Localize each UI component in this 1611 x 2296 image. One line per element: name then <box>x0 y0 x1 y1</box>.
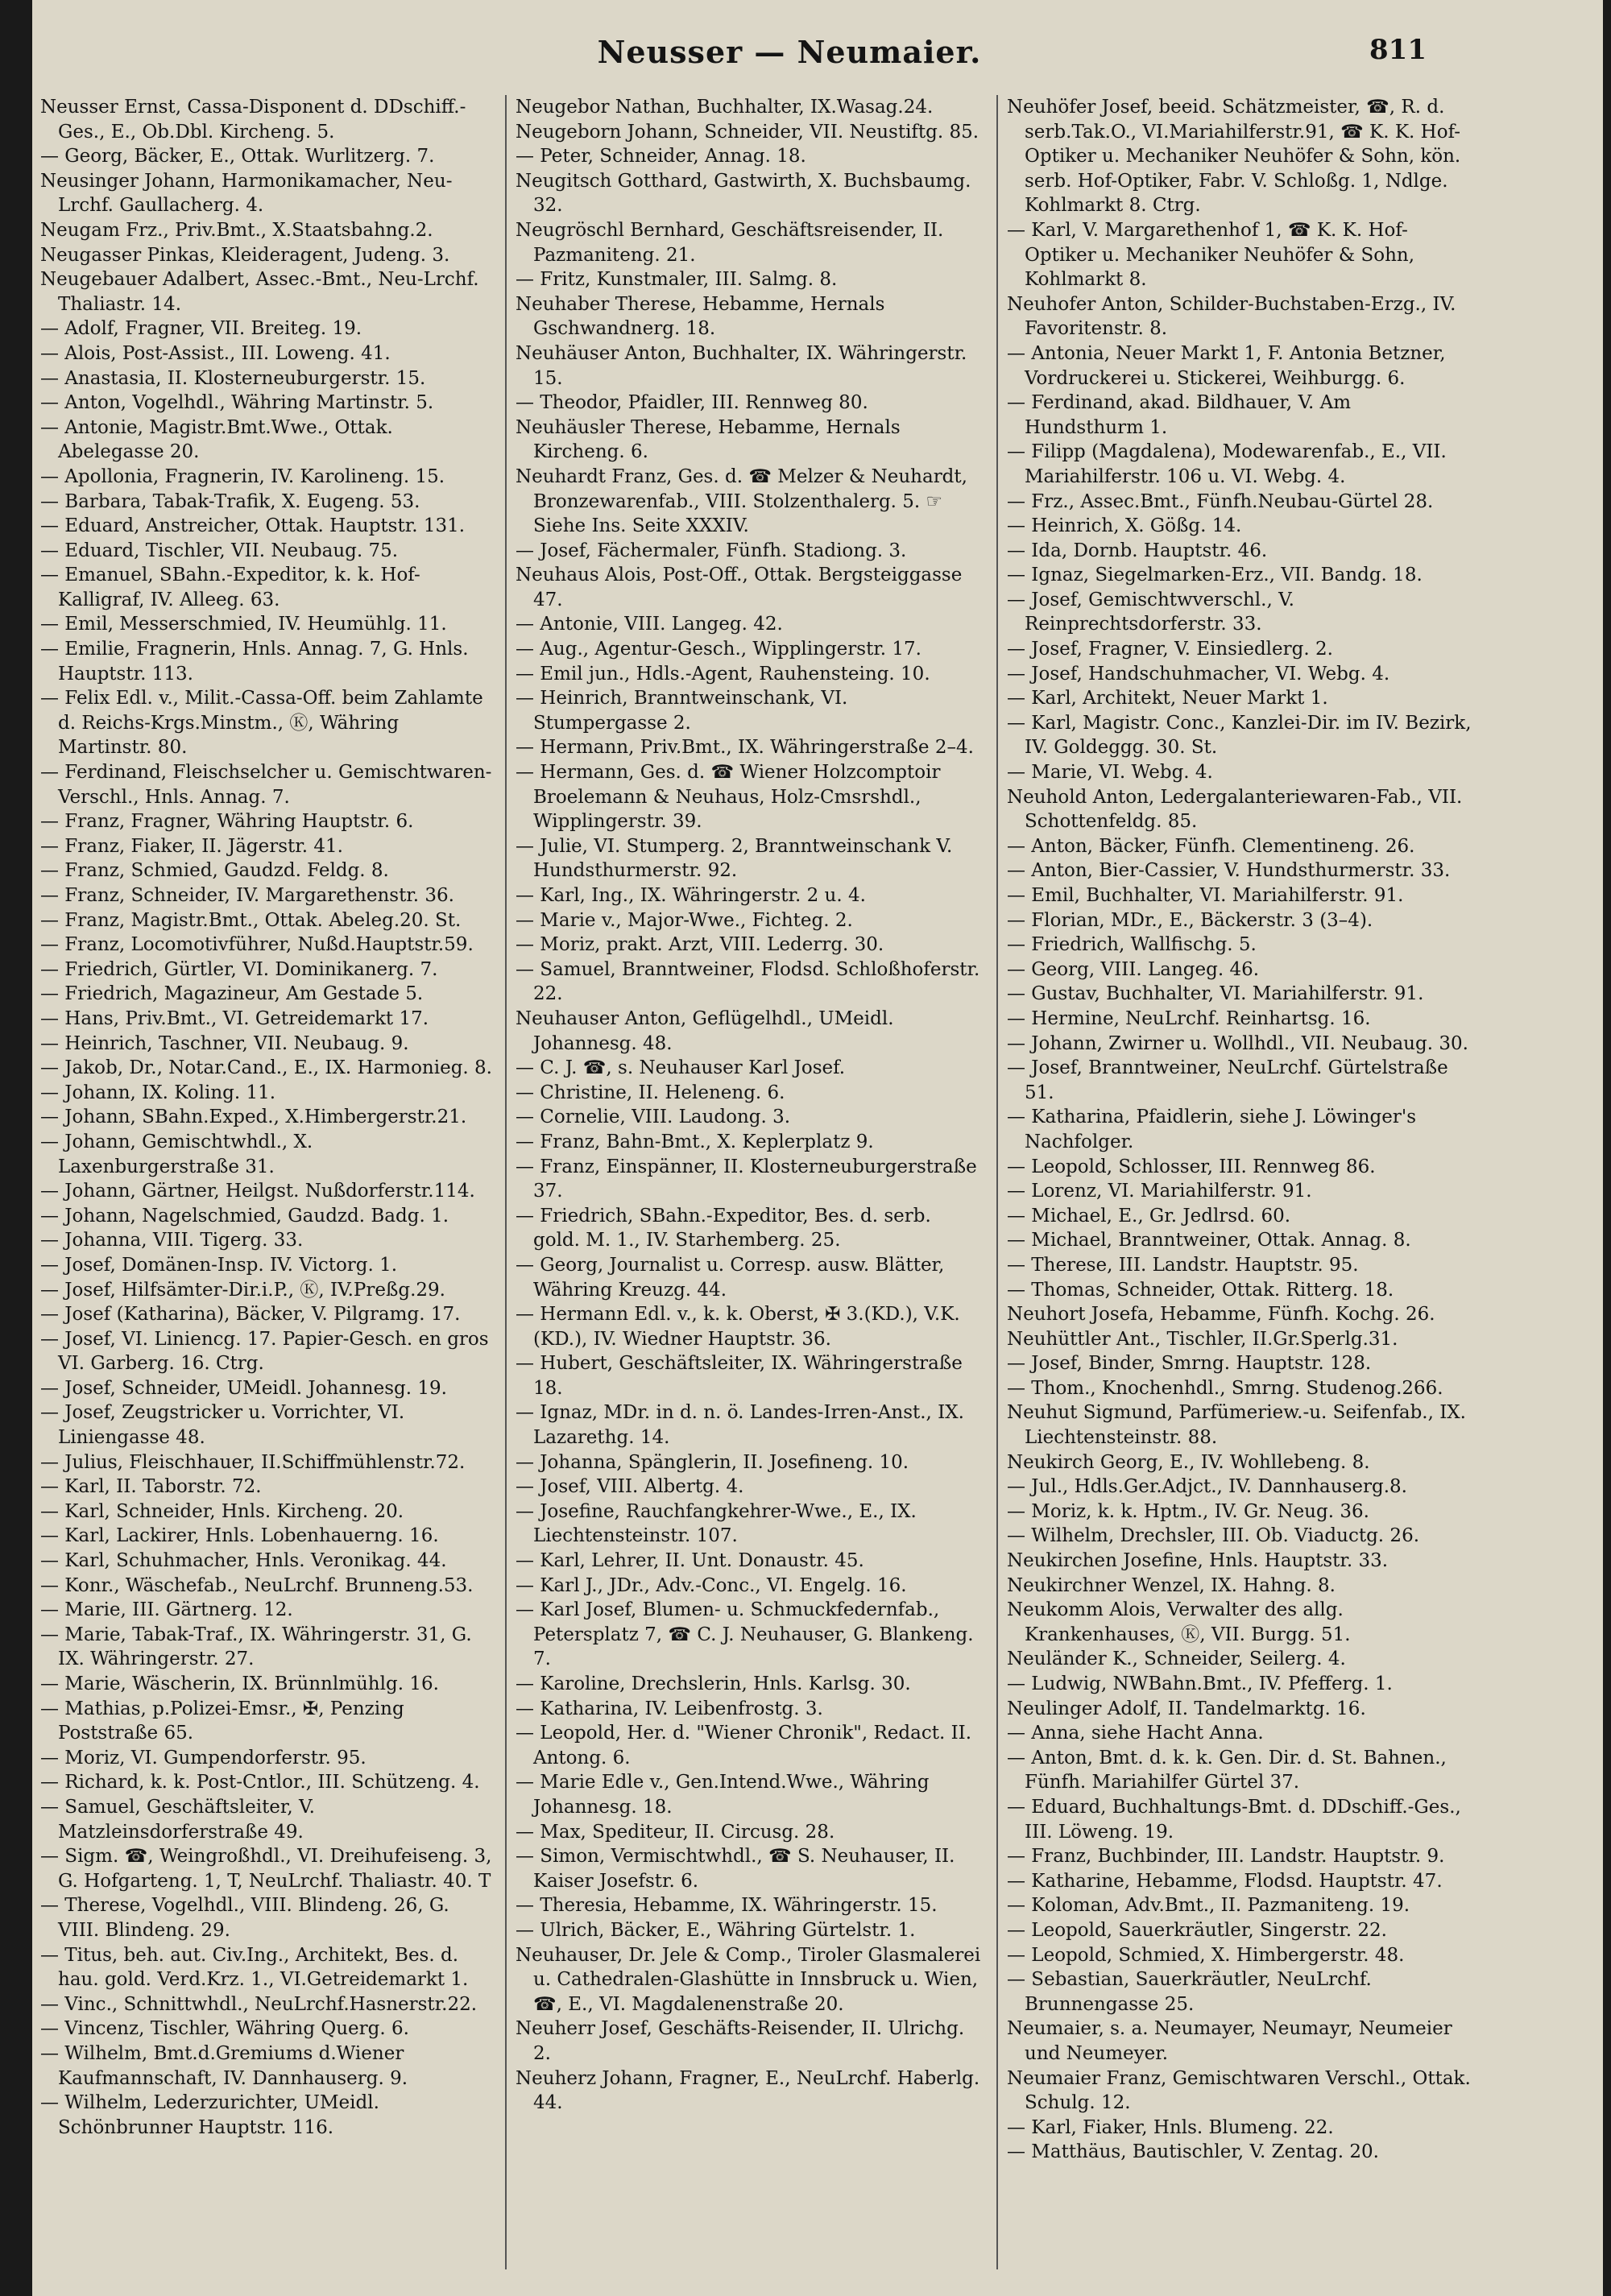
directory-entry: — Samuel, Geschäftsleiter, V. Matzleinsdorferstraße 49. <box>40 1796 315 1843</box>
directory-entry: — Karl, Magistr. Conc., Kanzlei-Dir. im IV. Bezirk, IV. Goldeggg. 30. St. <box>1007 712 1472 759</box>
directory-entry: — Johanna, VIII. Tigerg. 33. <box>40 1230 304 1251</box>
directory-entry: Neusser Ernst, Cassa-Disponent d. DDschiff.-Ges., E., Ob.Dbl. Kircheng. 5. <box>40 97 466 143</box>
directory-entry: Neuherz Johann, Fragner, E., NeuLrchf. Haberlg. 44. <box>516 2067 980 2114</box>
directory-entry: — Johann, IX. Koling. 11. <box>40 1082 276 1103</box>
directory-column-1 <box>40 95 495 2269</box>
directory-entry: — Franz, Magistr.Bmt., Ottak. Abeleg.20. St. <box>40 909 462 931</box>
directory-entry: — Katharine, Hebamme, Flodsd. Hauptstr. 47. <box>1007 1870 1443 1892</box>
directory-entry: — Katharina, Pfaidlerin, siehe J. Löwinger's Nachfolger. <box>1007 1107 1416 1152</box>
directory-column-3 <box>1007 95 1474 2269</box>
directory-entry: — Ignaz, MDr. in d. n. ö. Landes-Irren-Anst., IX. Lazarethg. 14. <box>516 1402 964 1449</box>
directory-entry: — Karl J., JDr., Adv.-Conc., VI. Engelg. 16. <box>516 1574 907 1596</box>
directory-entry: — Josef, Handschuhmacher, VI. Webg. 4. <box>1007 663 1390 685</box>
directory-entry: — Johann, SBahn.Exped., X.Himbergerstr.21. <box>40 1107 467 1128</box>
directory-entry: — Antonia, Neuer Markt 1, F. Antonia Betzner, Vordruckerei u. Stickerei, Weihburgg. 6. <box>1007 342 1446 389</box>
directory-entry: — Anna, siehe Hacht Anna. <box>1007 1723 1264 1744</box>
directory-entry: — Wilhelm, Lederzurichter, UMeidl. Schönbrunner Hauptstr. 116. <box>40 2092 379 2138</box>
directory-entry: — Anastasia, II. Klosterneuburgerstr. 15. <box>40 367 426 389</box>
directory-entry: Neumaier Franz, Gemischtwaren Verschl., Ottak. Schulg. 12. <box>1007 2067 1471 2114</box>
directory-entry: — Ignaz, Siegelmarken-Erz., VII. Bandg. 18. <box>1007 565 1423 586</box>
directory-entry: — Josef, Gemischtwverschl., V. Reinprechtsdorferstr. 33. <box>1007 589 1294 635</box>
directory-entry: — Peter, Schneider, Annag. 18. <box>516 146 806 168</box>
directory-entry: — Johann, Gärtner, Heilgst. Nußdorferstr.114. <box>40 1181 475 1202</box>
directory-entry: — Heinrich, Taschner, VII. Neubaug. 9. <box>40 1032 409 1054</box>
directory-entry: — Leopold, Sauerkräutler, Singerstr. 22. <box>1007 1919 1387 1941</box>
directory-entry: — Leopold, Her. d. "Wiener Chronik", Redact. II. Antong. 6. <box>516 1723 972 1769</box>
directory-entry: — Josef, VIII. Albertg. 4. <box>516 1476 744 1498</box>
directory-entry: — Wilhelm, Drechsler, III. Ob. Viaductg. 26. <box>1007 1525 1420 1547</box>
directory-entry: — Ludwig, NWBahn.Bmt., IV. Pfefferg. 1. <box>1007 1673 1393 1694</box>
directory-entry: — Johanna, Spänglerin, II. Josefineng. 10. <box>516 1451 909 1473</box>
directory-entry: — Johann, Nagelschmied, Gaudzd. Badg. 1. <box>40 1205 449 1227</box>
directory-entry: — Marie, III. Gärtnerg. 12. <box>40 1599 293 1621</box>
directory-entry: — Heinrich, Branntweinschank, VI. Stumpergasse 2. <box>516 688 848 734</box>
directory-entry: — Therese, III. Landstr. Hauptstr. 95. <box>1007 1254 1359 1276</box>
directory-entry: — Jul., Hdls.Ger.Adjct., IV. Dannhauserg.8. <box>1007 1476 1407 1498</box>
directory-entry: Neuhaber Therese, Hebamme, Hernals Gschwandnerg. 18. <box>516 293 885 340</box>
directory-entry: — Julie, VI. Stumperg. 2, Branntweinschank V. Hundsthurmerstr. 92. <box>516 835 953 882</box>
directory-entry: — Karl, Ing., IX. Währingerstr. 2 u. 4. <box>516 885 866 906</box>
directory-entry: — Johann, Zwirner u. Wollhdl., VII. Neubaug. 30. <box>1007 1032 1468 1054</box>
directory-entry: Neugasser Pinkas, Kleideragent, Judeng. 3. <box>40 244 450 266</box>
directory-entry: — Marie, VI. Webg. 4. <box>1007 762 1213 784</box>
directory-entry: — Vincenz, Tischler, Währing Querg. 6. <box>40 2018 409 2040</box>
directory-entry: Neuländer K., Schneider, Seilerg. 4. <box>1007 1649 1346 1670</box>
directory-entry: — Vinc., Schnittwhdl., NeuLrchf.Hasnerstr.22. <box>40 1993 478 2015</box>
directory-entry: — Titus, beh. aut. Civ.Ing., Architekt, Bes. d. hau. gold. Verd.Krz. 1., VI.Getreidemarkt 1. <box>40 1944 469 1991</box>
directory-entry: — Karl, Architekt, Neuer Markt 1. <box>1007 688 1328 709</box>
column-divider-1 <box>505 95 507 2269</box>
directory-entry: — Franz, Fiaker, II. Jägerstr. 41. <box>40 835 343 857</box>
directory-entry: — Leopold, Schlosser, III. Rennweg 86. <box>1007 1156 1376 1177</box>
directory-entry: — Apollonia, Fragnerin, IV. Karolineng. 15. <box>40 465 445 487</box>
directory-entry: — Therese, Vogelhdl., VIII. Blindeng. 26, G. VIII. Blindeng. 29. <box>40 1895 449 1941</box>
directory-entry: — Katharina, IV. Leibenfrostg. 3. <box>516 1698 823 1719</box>
directory-entry: — Karoline, Drechslerin, Hnls. Karlsg. 30. <box>516 1673 911 1694</box>
directory-entry: — Hermann, Ges. d. ☎ Wiener Holzcomptoir Broelemann & Neuhaus, Holz-Cmsrshdl., Wipplingerstr. 39. <box>516 762 941 833</box>
directory-entry: Neugröschl Bernhard, Geschäftsreisender, II. Pazmaniteng. 21. <box>516 219 944 266</box>
directory-entry: — Hans, Priv.Bmt., VI. Getreidemarkt 17. <box>40 1007 429 1029</box>
directory-entry: — Marie, Wäscherin, IX. Brünnlmühlg. 16. <box>40 1673 439 1694</box>
directory-entry: — Friedrich, Gürtler, VI. Dominikanerg. 7. <box>40 958 438 980</box>
directory-entry: — Josef, Schneider, UMeidl. Johannesg. 19. <box>40 1377 447 1399</box>
directory-entry: — Koloman, Adv.Bmt., II. Pazmaniteng. 19. <box>1007 1895 1410 1917</box>
directory-entry: Neuhardt Franz, Ges. d. ☎ Melzer & Neuhardt, Bronzewarenfab., VIII. Stolzenthalerg. 5. ☞ Siehe Ins. Seite XXXIV. <box>516 465 967 537</box>
directory-entry: Neulinger Adolf, II. Tandelmarktg. 16. <box>1007 1698 1366 1719</box>
directory-entry: Neugebor Nathan, Buchhalter, IX.Wasag.24. <box>516 97 934 118</box>
directory-entry: — Friedrich, Magazineur, Am Gestade 5. <box>40 983 424 1005</box>
directory-entry: Neuhüttler Ant., Tischler, II.Gr.Sperlg.31. <box>1007 1328 1398 1350</box>
directory-entry: — Michael, E., Gr. Jedlrsd. 60. <box>1007 1205 1291 1227</box>
directory-entry: Neukomm Alois, Verwalter des allg. Krankenhauses, Ⓚ, VII. Burgg. 51. <box>1007 1599 1351 1645</box>
directory-entry: — Max, Spediteur, II. Circusg. 28. <box>516 1821 835 1843</box>
directory-entry: Neukirchner Wenzel, IX. Hahng. 8. <box>1007 1574 1336 1596</box>
directory-entry: — Emil, Messerschmied, IV. Heumühlg. 11. <box>40 614 447 635</box>
directory-entry: — Hermann Edl. v., k. k. Oberst, ✠ 3.(KD.), V.K. (KD.), IV. Wiedner Hauptstr. 36. <box>516 1304 960 1350</box>
directory-entry: — Josef, VI. Liniencg. 17. Papier-Gesch. en gros VI. Garberg. 16. Ctrg. <box>40 1328 489 1375</box>
directory-entry: — Richard, k. k. Post-Cntlor., III. Schützeng. 4. <box>40 1772 480 1793</box>
directory-entry: — Anton, Vogelhdl., Währing Martinstr. 5. <box>40 392 434 414</box>
directory-entry: — Karl, Fiaker, Hnls. Blumeng. 22. <box>1007 2116 1334 2138</box>
directory-entry: Neugeborn Johann, Schneider, VII. Neustiftg. 85. <box>516 121 979 143</box>
directory-entry: — Antonie, Magistr.Bmt.Wwe., Ottak. Abelegasse 20. <box>40 416 393 463</box>
directory-entry: — Sebastian, Sauerkräutler, NeuLrchf. Brunnengasse 25. <box>1007 1969 1372 2015</box>
page-title: Neusser — Neumaier. <box>597 34 982 70</box>
directory-entry: — Felix Edl. v., Milit.-Cassa-Off. beim Zahlamte d. Reichs-Krgs.Minstm., Ⓚ, Währing Martinstr. 80. <box>40 688 483 759</box>
directory-entry: — Wilhelm, Bmt.d.Gremiums d.Wiener Kaufmannschaft, IV. Dannhauserg. 9. <box>40 2042 408 2089</box>
directory-entry: — Franz, Schmied, Gaudzd. Feldg. 8. <box>40 860 389 882</box>
directory-entry: — Karl, V. Margarethenhof 1, ☎ K. K. Hof-Optiker u. Mechaniker Neuhöfer & Sohn, Kohlmarkt 8. <box>1007 219 1415 291</box>
directory-entry: — Emilie, Fragnerin, Hnls. Annag. 7, G. Hnls. Hauptstr. 113. <box>40 639 469 685</box>
directory-entry: — Hermann, Priv.Bmt., IX. Währingerstraße 2–4. <box>516 737 974 759</box>
directory-entry: Neuhut Sigmund, Parfümeriew.-u. Seifenfab., IX. Liechtensteinstr. 88. <box>1007 1402 1466 1449</box>
directory-entry: Neugitsch Gotthard, Gastwirth, X. Buchsbaumg. 32. <box>516 170 971 217</box>
directory-entry: — Mathias, p.Polizei-Emsr., ✠, Penzing Poststraße 65. <box>40 1698 404 1744</box>
directory-entry: Neuhauser Anton, Geflügelhdl., UMeidl. Johannesg. 48. <box>516 1007 894 1054</box>
directory-entry: — Anton, Bmt. d. k. k. Gen. Dir. d. St. Bahnen., Fünfh. Mariahilfer Gürtel 37. <box>1007 1747 1447 1793</box>
directory-entry: — Moriz, prakt. Arzt, VIII. Lederrg. 30. <box>516 934 884 956</box>
directory-entry: — Thom., Knochenhdl., Smrng. Studenog.266. <box>1007 1377 1443 1399</box>
directory-entry: Neuhäuser Anton, Buchhalter, IX. Währingerstr. 15. <box>516 342 967 389</box>
directory-entry: — Moriz, k. k. Hptm., IV. Gr. Neug. 36. <box>1007 1500 1369 1522</box>
directory-entry: Neumaier, s. a. Neumayer, Neumayr, Neumeier und Neumeyer. <box>1007 2018 1452 2064</box>
directory-entry: Neugam Frz., Priv.Bmt., X.Staatsbahng.2. <box>40 219 433 241</box>
directory-entry: — Johann, Gemischtwhdl., X. Laxenburgerstraße 31. <box>40 1131 313 1177</box>
directory-entry: — Ferdinand, akad. Bildhauer, V. Am Hundsthurm 1. <box>1007 392 1352 438</box>
directory-entry: Neusinger Johann, Harmonikamacher, Neu-Lrchf. Gaullacherg. 4. <box>40 170 453 217</box>
directory-entry: — Aug., Agentur-Gesch., Wipplingerstr. 17. <box>516 639 921 660</box>
page-number: 811 <box>1369 34 1427 66</box>
directory-entry: Neuhauser, Dr. Jele & Comp., Tiroler Glasmalerei u. Cathedralen-Glashütte in Innsbruck u. Wien, ☎, E., VI. Magdalenenstraße 20. <box>516 1944 981 2015</box>
directory-entry: — Emanuel, SBahn.-Expeditor, k. k. Hof-Kalligraf, IV. Alleeg. 63. <box>40 565 420 610</box>
directory-entry: — Hermine, NeuLrchf. Reinhartsg. 16. <box>1007 1007 1371 1029</box>
directory-entry: — Emil, Buchhalter, VI. Mariahilferstr. 91. <box>1007 885 1404 906</box>
directory-entry: — Karl, Schuhmacher, Hnls. Veronikag. 44. <box>40 1550 447 1572</box>
directory-entry: — Jakob, Dr., Notar.Cand., E., IX. Harmonieg. 8. <box>40 1057 492 1079</box>
column-divider-2 <box>996 95 998 2269</box>
directory-entry: — Franz, Einspänner, II. Klosterneuburgerstraße 37. <box>516 1156 977 1202</box>
directory-entry: — Sigm. ☎, Weingroßhdl., VI. Dreihufeiseng. 3, G. Hofgarteng. 1, T, NeuLrchf. Thaliastr. 40. T <box>40 1846 492 1892</box>
directory-entry: Neuhofer Anton, Schilder-Buchstaben-Erzg., IV. Favoritenstr. 8. <box>1007 293 1456 340</box>
directory-entry: — Josef, Domänen-Insp. IV. Victorg. 1. <box>40 1254 398 1276</box>
directory-entry: Neuhöfer Josef, beeid. Schätzmeister, ☎, R. d. serb.Tak.O., VI.Mariahilferstr.91, ☎ K. K. Hof-Optiker u. Mechaniker Neuhöfer & Sohn, kön. serb. Hof-Optiker, Fabr. V. Schloßg. 1, Ndlge. Kohlmarkt 8. Ctrg. <box>1007 97 1461 217</box>
directory-entry: — Frz., Assec.Bmt., Fünfh.Neubau-Gürtel 28. <box>1007 490 1434 512</box>
directory-entry: — Cornelie, VIII. Laudong. 3. <box>516 1107 791 1128</box>
directory-entry: — Ida, Dornb. Hauptstr. 46. <box>1007 540 1268 561</box>
directory-entry: — Marie Edle v., Gen.Intend.Wwe., Währing Johannesg. 18. <box>516 1772 930 1818</box>
directory-entry: — Karl Josef, Blumen- u. Schmuckfedernfab., Petersplatz 7, ☎ C. J. Neuhauser, G. Blankeng. 7. <box>516 1599 974 1670</box>
directory-entry: — Konr., Wäschefab., NeuLrchf. Brunneng.53. <box>40 1574 474 1596</box>
directory-entry: — Samuel, Branntweiner, Flodsd. Schloßhoferstr. 22. <box>516 958 980 1005</box>
directory-entry: — Josefine, Rauchfangkehrer-Wwe., E., IX. Liechtensteinstr. 107. <box>516 1500 917 1547</box>
directory-entry: — Friedrich, Wallfischg. 5. <box>1007 934 1257 956</box>
directory-entry: — Josef (Katharina), Bäcker, V. Pilgramg. 17. <box>40 1304 461 1326</box>
directory-entry: — Marie, Tabak-Traf., IX. Währingerstr. 31, G. IX. Währingerstr. 27. <box>40 1624 472 1670</box>
directory-entry: Neuhäusler Therese, Hebamme, Hernals Kircheng. 6. <box>516 416 901 463</box>
directory-entry: — Franz, Fragner, Währing Hauptstr. 6. <box>40 811 414 833</box>
directory-entry: Neukirch Georg, E., IV. Wohllebeng. 8. <box>1007 1451 1370 1473</box>
directory-entry: — Leopold, Schmied, X. Himbergerstr. 48. <box>1007 1944 1405 1966</box>
directory-entry: — Georg, VIII. Langeg. 46. <box>1007 958 1260 980</box>
directory-entry: — Georg, Bäcker, E., Ottak. Wurlitzerg. 7. <box>40 146 435 168</box>
directory-entry: — Matthäus, Bautischler, V. Zentag. 20. <box>1007 2141 1379 2163</box>
directory-entry: — Georg, Journalist u. Corresp. ausw. Blätter, Währing Kreuzg. 44. <box>516 1254 945 1301</box>
directory-entry: Neukirchen Josefine, Hnls. Hauptstr. 33. <box>1007 1550 1389 1572</box>
directory-entry: — Josef, Zeugstricker u. Vorrichter, VI. Liniengasse 48. <box>40 1402 405 1449</box>
directory-entry: — Franz, Schneider, IV. Margarethenstr. 36. <box>40 885 454 906</box>
directory-entry: — Josef, Hilfsämter-Dir.i.P., Ⓚ, IV.Preßg.29. <box>40 1279 445 1301</box>
directory-entry: — Florian, MDr., E., Bäckerstr. 3 (3–4). <box>1007 909 1373 931</box>
directory-entry: — Lorenz, VI. Mariahilferstr. 91. <box>1007 1181 1312 1202</box>
directory-entry: — Karl, II. Taborstr. 72. <box>40 1476 262 1498</box>
directory-entry: — Eduard, Buchhaltungs-Bmt. d. DDschiff.-Ges., III. Löweng. 19. <box>1007 1796 1461 1843</box>
directory-entry: — Adolf, Fragner, VII. Breiteg. 19. <box>40 318 362 340</box>
directory-entry: — Emil jun., Hdls.-Agent, Rauhensteing. 10. <box>516 663 930 685</box>
directory-entry: — Filipp (Magdalena), Modewarenfab., E., VII. Mariahilferstr. 106 u. VI. Webg. 4. <box>1007 441 1447 487</box>
directory-entry: Neuhort Josefa, Hebamme, Fünfh. Kochg. 26. <box>1007 1304 1435 1326</box>
directory-entry: — Ulrich, Bäcker, E., Währing Gürtelstr. 1. <box>516 1919 916 1941</box>
directory-entry: — Hubert, Geschäftsleiter, IX. Währingerstraße 18. <box>516 1353 963 1399</box>
directory-entry: — Josef, Fächermaler, Fünfh. Stadiong. 3. <box>516 540 907 561</box>
directory-entry: — Julius, Fleischhauer, II.Schiffmühlenstr.72. <box>40 1451 466 1473</box>
directory-entry: — Franz, Bahn-Bmt., X. Keplerplatz 9. <box>516 1131 874 1152</box>
directory-entry: — Friedrich, SBahn.-Expeditor, Bes. d. serb. gold. M. 1., IV. Starhemberg. 25. <box>516 1205 931 1251</box>
directory-entry: — Michael, Branntweiner, Ottak. Annag. 8. <box>1007 1230 1411 1251</box>
directory-entry: Neuherr Josef, Geschäfts-Reisender, II. Ulrichg. 2. <box>516 2018 965 2064</box>
directory-entry: — Fritz, Kunstmaler, III. Salmg. 8. <box>516 269 838 291</box>
directory-entry: — Anton, Bäcker, Fünfh. Clementineng. 26. <box>1007 835 1415 857</box>
directory-column-2 <box>516 95 983 2269</box>
directory-entry: Neuhaus Alois, Post-Off., Ottak. Bergsteiggasse 47. <box>516 565 963 610</box>
page-header <box>32 31 1603 79</box>
directory-entry: Neuhold Anton, Ledergalanteriewaren-Fab., VII. Schottenfeldg. 85. <box>1007 786 1463 833</box>
directory-entry: — Josef, Branntweiner, NeuLrchf. Gürtelstraße 51. <box>1007 1057 1448 1103</box>
directory-entry: — Alois, Post-Assist., III. Loweng. 41. <box>40 342 391 364</box>
directory-entry: — Barbara, Tabak-Trafik, X. Eugeng. 53. <box>40 490 420 512</box>
directory-entry: — Karl, Lackirer, Hnls. Lobenhauerng. 16. <box>40 1525 439 1547</box>
directory-entry: — Karl, Lehrer, II. Unt. Donaustr. 45. <box>516 1550 864 1572</box>
directory-entry: — C. J. ☎, s. Neuhauser Karl Josef. <box>516 1057 846 1079</box>
directory-entry: — Marie v., Major-Wwe., Fichteg. 2. <box>516 909 853 931</box>
directory-entry: — Josef, Binder, Smrng. Hauptstr. 128. <box>1007 1353 1372 1375</box>
directory-entry: — Theodor, Pfaidler, III. Rennweg 80. <box>516 392 868 414</box>
directory-entry: — Theresia, Hebamme, IX. Währingerstr. 15. <box>516 1895 938 1917</box>
directory-entry: — Anton, Bier-Cassier, V. Hundsthurmerstr. 33. <box>1007 860 1451 882</box>
directory-entry: — Antonie, VIII. Langeg. 42. <box>516 614 783 635</box>
directory-entry: — Eduard, Anstreicher, Ottak. Hauptstr. 131. <box>40 515 466 537</box>
directory-entry: Neugebauer Adalbert, Assec.-Bmt., Neu-Lrchf. Thaliastr. 14. <box>40 269 479 315</box>
directory-entry: — Thomas, Schneider, Ottak. Ritterg. 18. <box>1007 1279 1394 1301</box>
directory-entry: — Christine, II. Heleneng. 6. <box>516 1082 785 1103</box>
directory-entry: — Simon, Vermischtwhdl., ☎ S. Neuhauser, II. Kaiser Josefstr. 6. <box>516 1846 955 1892</box>
directory-entry: — Josef, Fragner, V. Einsiedlerg. 2. <box>1007 639 1333 660</box>
directory-entry: — Eduard, Tischler, VII. Neubaug. 75. <box>40 540 399 561</box>
directory-entry: — Ferdinand, Fleischselcher u. Gemischtwaren-Verschl., Hnls. Annag. 7. <box>40 762 492 808</box>
directory-entry: — Franz, Buchbinder, III. Landstr. Hauptstr. 9. <box>1007 1846 1445 1868</box>
directory-page <box>32 0 1603 2296</box>
directory-entry: — Gustav, Buchhalter, VI. Mariahilferstr. 91. <box>1007 983 1424 1005</box>
directory-entry: — Moriz, VI. Gumpendorferstr. 95. <box>40 1747 367 1769</box>
directory-entry: — Franz, Locomotivführer, Nußd.Hauptstr.59. <box>40 934 474 956</box>
directory-entry: — Karl, Schneider, Hnls. Kircheng. 20. <box>40 1500 404 1522</box>
directory-entry: — Heinrich, X. Gößg. 14. <box>1007 515 1242 537</box>
